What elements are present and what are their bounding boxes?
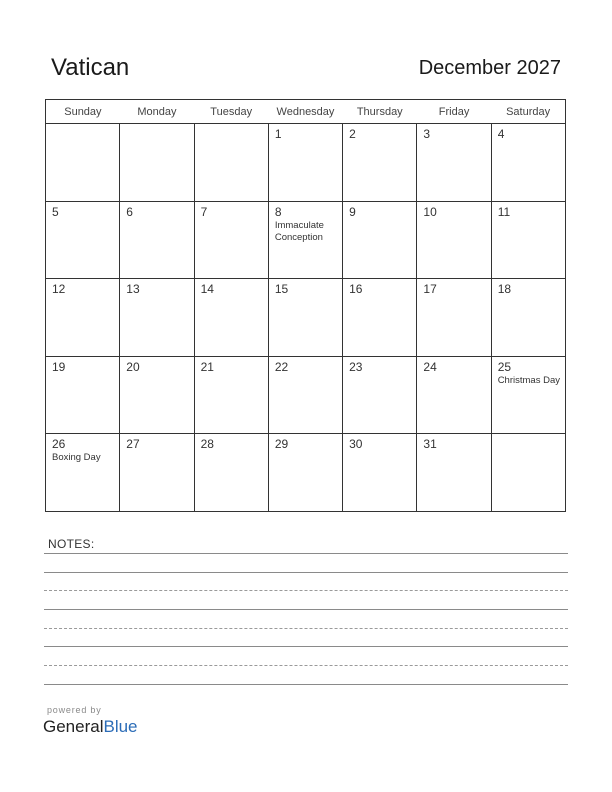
day-cell [343,124,417,202]
day-cell [491,434,565,512]
day-number: 22 [274,359,289,374]
day-number: 29 [274,437,289,452]
notes-label: NOTES: [48,537,95,551]
week-row [46,356,566,434]
weekday-header-row [46,100,566,124]
day-number: 2 [349,127,356,141]
powered-by-text: powered by [47,705,102,715]
day-number: 3 [423,127,431,141]
day-number: 31 [423,437,437,452]
day-cell [46,201,120,279]
day-number: 15 [274,282,289,297]
day-cell [120,124,194,202]
week-row [46,434,566,512]
day-cell [46,356,120,434]
weekday-header: Saturday [491,100,565,124]
day-cell [194,201,268,279]
weekday-header: Monday [120,100,194,124]
day-cell [343,201,417,279]
weekday-header: Friday [417,100,491,124]
day-number: 16 [349,282,363,297]
day-number: 25 [497,359,512,374]
day-cell [343,279,417,357]
day-number: 30 [349,437,363,452]
calendar-grid [45,99,566,512]
holiday-label: Immaculate Conception [274,219,324,243]
day-cell [417,124,491,202]
day-cell [491,124,565,202]
logo-text-blue: Blue [103,717,138,736]
day-cell [46,279,120,357]
day-cell [194,279,268,357]
weekday-header: Sunday [46,100,120,124]
day-number: 17 [423,282,437,297]
day-number: 11 [497,204,511,219]
day-cell [46,124,120,202]
day-cell [120,279,194,357]
day-cell [120,434,194,512]
day-cell [491,279,565,357]
weekday-header: Wednesday [268,100,342,124]
day-number: 1 [274,127,282,141]
day-number: 21 [200,359,214,374]
day-cell [194,434,268,512]
day-number: 8 [274,204,282,219]
week-row [46,279,566,357]
day-number: 26 [52,437,66,452]
day-number: 19 [52,359,66,374]
day-number: 12 [52,282,66,297]
week-row [46,124,566,202]
day-number: 4 [497,127,505,141]
day-cell [268,279,342,357]
week-row [46,201,566,279]
note-line [44,628,568,629]
day-cell [120,356,194,434]
day-cell [268,201,342,279]
note-line [44,646,568,647]
day-number: 18 [497,282,512,297]
month-title: December 2027 [418,57,561,79]
day-cell [417,279,491,357]
day-cell [417,356,491,434]
day-number: 23 [349,359,363,374]
day-number: 27 [126,437,140,452]
day-number: 14 [200,282,214,297]
day-number: 7 [200,204,208,219]
day-number: 28 [200,437,214,452]
note-line [44,665,568,666]
note-line [44,590,568,591]
day-cell [194,356,268,434]
day-cell [417,201,491,279]
day-cell [268,434,342,512]
weekday-header: Tuesday [194,100,268,124]
weekday-header: Thursday [343,100,417,124]
day-number: 9 [349,204,356,219]
holiday-label: Boxing Day [52,452,101,464]
note-line [44,553,568,554]
day-cell [343,434,417,512]
day-cell [417,434,491,512]
day-number: 6 [126,204,133,219]
day-number: 10 [423,204,437,219]
day-number: 5 [52,204,59,219]
day-cell [491,201,565,279]
note-line [44,684,568,685]
note-line [44,572,568,573]
day-number: 20 [126,359,140,374]
day-cell [268,124,342,202]
day-cell [194,124,268,202]
logo-text-general: General [43,717,104,736]
day-number: 13 [126,282,140,297]
note-line [44,609,568,610]
day-cell [46,434,120,512]
day-cell [343,356,417,434]
day-cell [268,356,342,434]
holiday-label: Christmas Day [497,374,560,386]
day-number: 24 [423,359,437,374]
country-title: Vatican [51,54,130,81]
day-cell [491,356,565,434]
day-cell [120,201,194,279]
generalblue-logo[interactable] [43,717,138,737]
